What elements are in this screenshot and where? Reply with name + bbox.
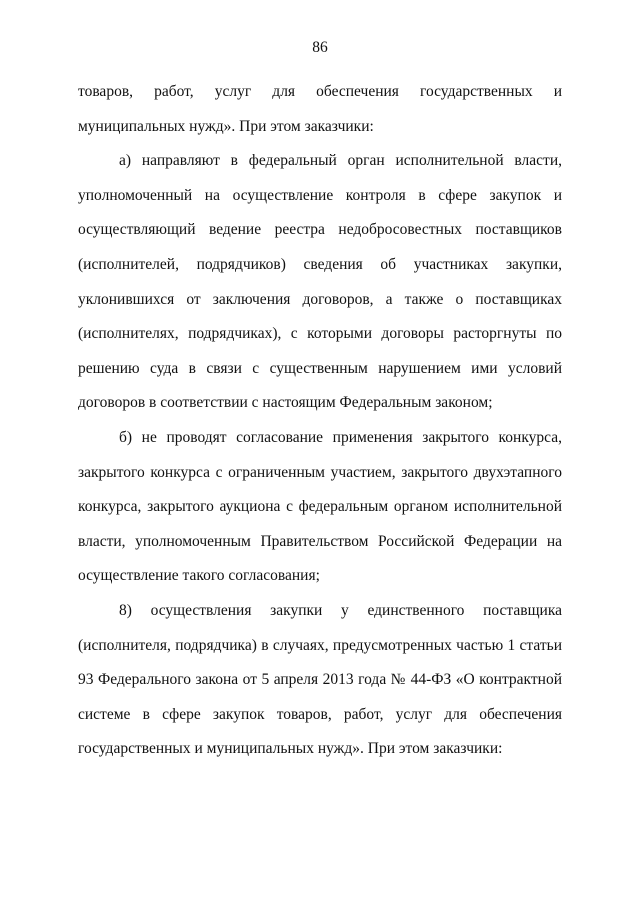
document-body [78,75,562,767]
page-number: 86 [312,39,328,56]
paragraph-item-8: 8) осуществления закупки у единственного поставщика (исполнителя, подрядчика) в случаях, предусмотренных частью 1 статьи 93 Федерального закона от 5 апреля 2013 года № 44-ФЗ «О контрактной системе в сфере закупок товаров, работ, услуг для обеспечения государственных и муниципальных нужд». При этом заказчики: [78,601,562,758]
paragraph-item-b: б) не проводят согласование применения закрытого конкурса, закрытого конкурса с ограниченным участием, закрытого двухэтапного конкурса, закрытого аукциона с федеральным органом исполнительной власти, уполномоченным Правительством Российской Федерации на осуществление такого согласования; [78,428,562,585]
paragraph-item-a: а) направляют в федеральный орган исполнительной власти, уполномоченный на осуществление контроля в сфере закупок и осуществляющий ведение реестра недобросовестных поставщиков (исполнителей, подрядчиков) сведения об участниках закупки, уклонившихся от заключения договоров, а также о поставщиках (исполнителях, подрядчиках), с которыми договоры расторгнуты по решению суда в связи с существенным нарушением ими условий договоров в соответствии с настоящим Федеральным законом; [78,152,562,412]
paragraph-continuation: товаров, работ, услуг для обеспечения государственных и муниципальных нужд». При этом заказчики: [78,83,562,135]
